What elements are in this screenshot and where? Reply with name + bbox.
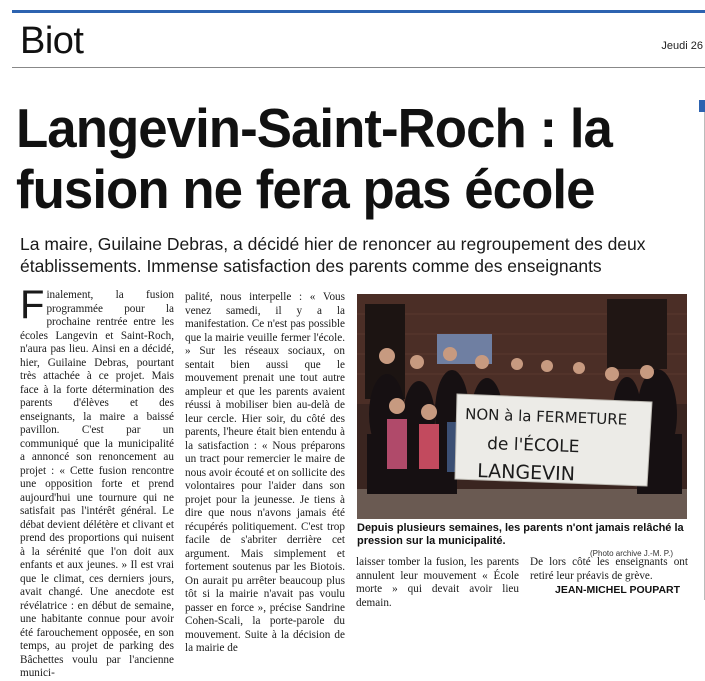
issue-date: Jeudi 26 — [661, 40, 703, 52]
article-photo — [357, 294, 687, 519]
body-column-4 — [530, 556, 688, 583]
body-text-3: laisser tomber la fusion, les parents annulent leur mouvement « École morte » qui devait avoir lieu demain. — [356, 556, 519, 609]
body-column-1 — [20, 283, 174, 681]
body-column-3 — [356, 556, 519, 610]
protest-photo-illustration — [357, 294, 687, 519]
top-accent-line — [12, 10, 705, 13]
article-lede: La maire, Guilaine Debras, a décidé hier de renoncer au regroupement des deux établissements. Immense satisfaction des parents comme des enseignants — [20, 234, 646, 276]
drop-cap: F — [20, 283, 45, 327]
banner-line-1: NON à la FERMETURE — [464, 405, 628, 429]
author-byline: JEAN-MICHEL POUPART — [555, 584, 681, 596]
next-column-marker — [699, 100, 705, 112]
photo-credit: (Photo archive J.-M. P.) — [590, 549, 673, 558]
body-column-2 — [185, 291, 345, 656]
banner-line-3: LANGEVIN — [476, 460, 576, 486]
banner-line-2: de l'ÉCOLE — [486, 434, 580, 458]
article-headline: Langevin-Saint-Roch : la fusion ne fera pas école — [16, 97, 612, 220]
photo-caption: Depuis plusieurs semaines, les parents n'ont jamais relâché la pression sur la municipalité. — [357, 522, 684, 547]
body-text-1: inalement, la fusion programmée pour la prochaine rentrée entre les écoles Langevin et Saint-Roch, n'aura pas lieu. Ainsi en a décidé, hier, Guilaine Debras, pourtant très attachée à ce projet. Mais face à la forte détermination des parents d'élèves et des enseignants, la maire a baissé pavillon. C'est par un communiqué que la municipalité a annoncé son renoncement au projet : « Cette fusion rencontre une opposition forte et prend aujourd'hui une tournure qui ne satisfait pas l'intérêt général. Le débat devient délétère et clivant et prend des proportions qui nuisent à la sérénité que l'on doit aux enfants et aux jeunes. » Il est vrai que le climat, ces derniers jours, avait changé. Une anecdote est révélatrice : en début de semaine, une habitante connue pour avoir été farouchement opposée, en son temps, au projet de parking des Bâchettes voulu par l'ancienne munici- — [20, 289, 174, 679]
body-text-2: palité, nous interpelle : « Vous venez samedi, il y a la manifestation. Ce n'est pas possible que la mairie veuille fermer l'école. » Sur les réseaux sociaux, on sentait bien aussi que le mouvement prenait une tout autre ampleur et que les parents avaient réussi à mobiliser bien au-delà de leur cercle. Hier soir, du côté des parents, l'heure était bien entendu à la satisfaction : « Nous préparons un tract pour remercier le maire de nous avoir écouté et on sollicite des volontaires pour l'aider dans son projet pour la jeunesse. Je tiens à dire que nous n'avons jamais été récupérés politiquement. C'est trop facile de s'abriter derrière cet argument. Mais simplement et fortement soutenus par les Biotois. On aurait pu arrêter beaucoup plus tôt si la mairie n'avait pas voulu passer en force », précise Sandrine Cohen-Scali, la porte-parole du mouvement. Suite à la décision de la mairie de — [185, 291, 345, 654]
header-divider — [12, 67, 705, 68]
body-text-4: De lors côté les enseignants ont retiré leur préavis de grève. — [530, 556, 688, 582]
section-title: Biot — [20, 20, 84, 62]
